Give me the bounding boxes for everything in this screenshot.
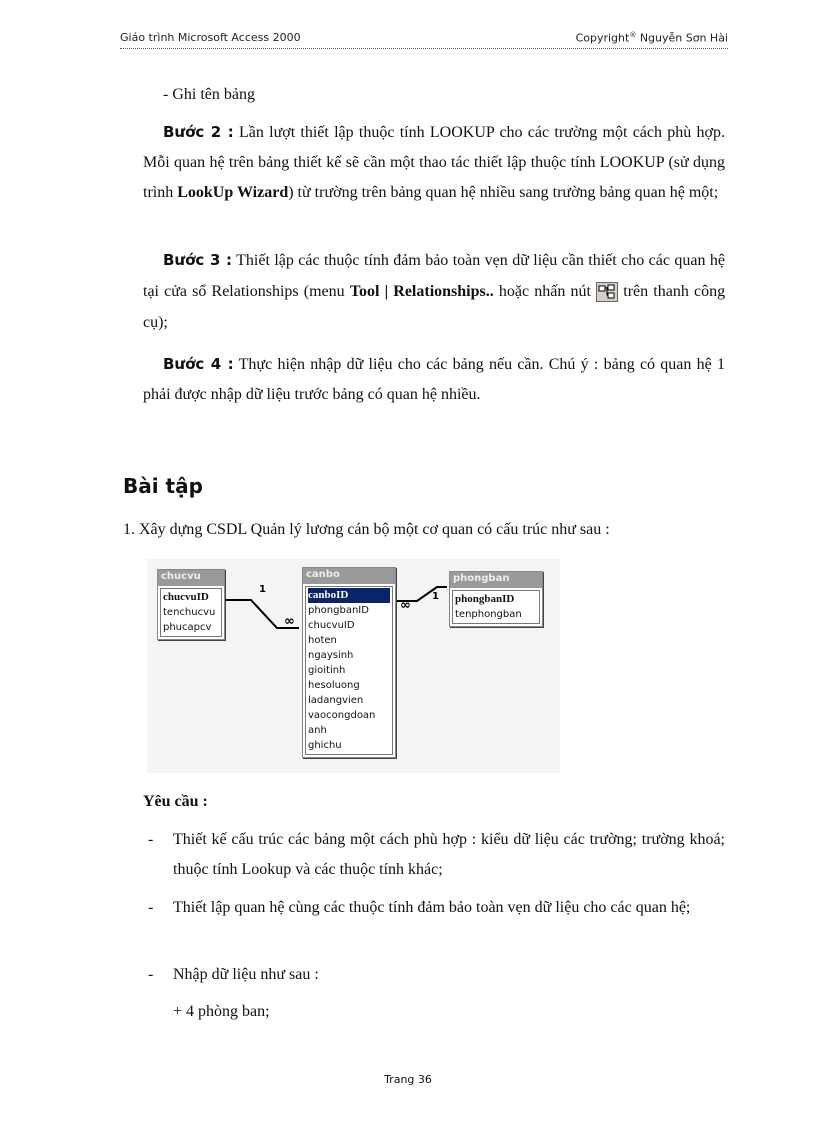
intro-item: - Ghi tên bảng [163,86,255,103]
field: hoten [308,635,337,646]
step3-text: Thiết lập các thuộc tính đảm bảo toàn vẹn dữ liệu cần thiết cho các quan hệ tại cửa sổ Relationships (menu [143,252,725,300]
sub-item: + 4 phòng ban; [173,1003,270,1020]
step2-bold: LookUp Wizard [177,184,289,201]
rel-one-label-1: 1 [259,584,266,595]
step3-bold: Tool | Relationships.. [349,283,494,300]
step4-paragraph [143,349,725,410]
step2-text2: ) từ trường trên bảng quan hệ nhiều sang trường bảng quan hệ một; [288,184,719,201]
requirement-3: Nhập dữ liệu như sau : [173,966,319,983]
field: anh [308,725,327,736]
table-canbo[interactable] [302,567,396,758]
field: phongbanID [455,593,515,605]
step3-paragraph [143,245,725,338]
field: hesoluong [308,680,360,691]
field: ladangvien [308,695,364,706]
table-chucvu[interactable] [157,569,225,640]
relationships-button-icon [596,282,618,302]
field: tenphongban [455,609,522,620]
field: phucapcv [163,622,212,633]
field: tenchucvu [163,607,216,618]
step3-label: Bước 3 : [163,251,233,269]
step2-text: Lần lượt thiết lập thuộc tính LOOKUP cho các trường một cách phù hợp. Mỗi quan hệ trên bảng thiết kế sẽ cần một thao tác thiết lập thuộc tính LOOKUP (sử dụng trình [143,124,725,201]
table-title: chucvu [158,570,224,586]
field: canboID [308,588,390,603]
bullet: - [148,899,154,916]
field: chucvuID [308,620,355,631]
page-number: Trang 36 [384,1073,432,1086]
bullet: - [148,831,154,848]
field: vaocongdoan [308,710,376,721]
table-phongban[interactable] [449,571,543,627]
section-title: Bài tập [123,474,203,498]
step2-paragraph [143,117,725,208]
rel-many-label-1: ∞ [284,614,295,629]
table-title: canbo [303,568,395,584]
rel-many-label-2: ∞ [400,598,411,613]
step3-text3: trên thanh công cụ); [143,283,726,331]
header-title: Giáo trình Microsoft Access 2000 [120,31,301,44]
rel-one-label-2: 1 [432,591,439,602]
field: chucvuID [163,591,209,603]
step4-label: Bước 4 : [163,355,234,373]
header-copyright: Copyright® Nguyễn Sơn Hài [575,31,728,45]
field: ghichu [308,740,342,751]
relationship-diagram [147,559,560,773]
field: phongbanID [308,605,369,616]
header-rule [120,48,728,49]
requirement-1: Thiết kế cấu trúc các bảng một cách phù hợp : kiểu dữ liệu các trường; trường khoá; thuộc tính Lookup và các thuộc tính khác; [173,831,725,878]
bullet: - [148,966,154,983]
step2-label: Bước 2 : [163,123,234,141]
field: gioitinh [308,665,346,676]
requirement-2: Thiết lập quan hệ cùng các thuộc tính đảm bảo toàn vẹn dữ liệu cho các quan hệ; [173,899,691,916]
exercise-1: 1. Xây dựng CSDL Quản lý lương cán bộ một cơ quan có cấu trúc như sau : [123,521,610,538]
step4-text: Thực hiện nhập dữ liệu cho các bảng nếu cần. Chú ý : bảng có quan hệ 1 phải được nhập dữ liệu trước bảng có quan hệ nhiều. [143,356,725,403]
field: ngaysinh [308,650,354,661]
step3-text2: hoặc nhấn nút [498,283,591,300]
table-title: phongban [450,572,542,588]
requirements-title: Yêu cầu : [143,793,208,810]
